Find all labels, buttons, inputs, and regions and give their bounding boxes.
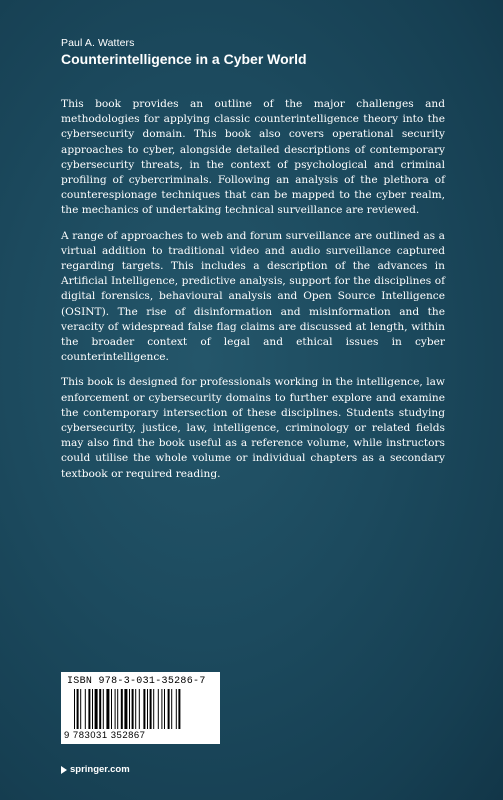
blurb-paragraph: This book is designed for professionals working in the intelligence, law enforcement or cybersecurity domains to further explore and examine the contemporary intersection of these disciplines. Students studying cybersecurity, justice, law, intelligence, criminology or related fields may also find the book useful as a reference volume, while instructors could utilise the whole volume or individual chapters as a secondary textbook or required reading. xyxy=(61,376,445,480)
barcode-digits: 9 783031 352867 xyxy=(64,730,146,741)
website-label[interactable]: springer.com xyxy=(70,764,130,775)
blurb-paragraph: This book provides an outline of the major challenges and methodologies for applying classic counterintelligence theory into the cybersecurity domain. This book also covers operational security approaches to cyber, alongside detailed descriptions of contemporary cybersecurity threats, in the context of psychological and criminal profiling of cybercriminals. Following an analysis of the plethora of counterespionage techniques that can be mapped to the cyber realm, the mechanics of undertaking technical surveillance are reviewed. xyxy=(61,98,445,217)
arrow-right-icon xyxy=(61,766,67,774)
description-blurb xyxy=(61,97,445,492)
blurb-paragraph: A range of approaches to web and forum surveillance are outlined as a virtual addition to traditional video and audio surveillance captured regarding targets. This includes a description of the advances in Artificial Intelligence, predictive analysis, support for the disciplines of digital forensics, behavioural analysis and Open Source Intelligence (OSINT). The rise of disinformation and misinformation and the veracity of widespread false flag claims are discussed at length, within the broader context of legal and ethical issues in cyber counterintelligence. xyxy=(61,229,445,364)
isbn-label: ISBN 978-3-031-35286-7 xyxy=(67,676,206,687)
author-name: Paul A. Watters xyxy=(61,37,135,49)
barcode xyxy=(74,689,208,729)
publisher-website[interactable] xyxy=(61,764,130,775)
book-title: Counterintelligence in a Cyber World xyxy=(61,51,307,67)
isbn-barcode-box xyxy=(61,672,220,744)
